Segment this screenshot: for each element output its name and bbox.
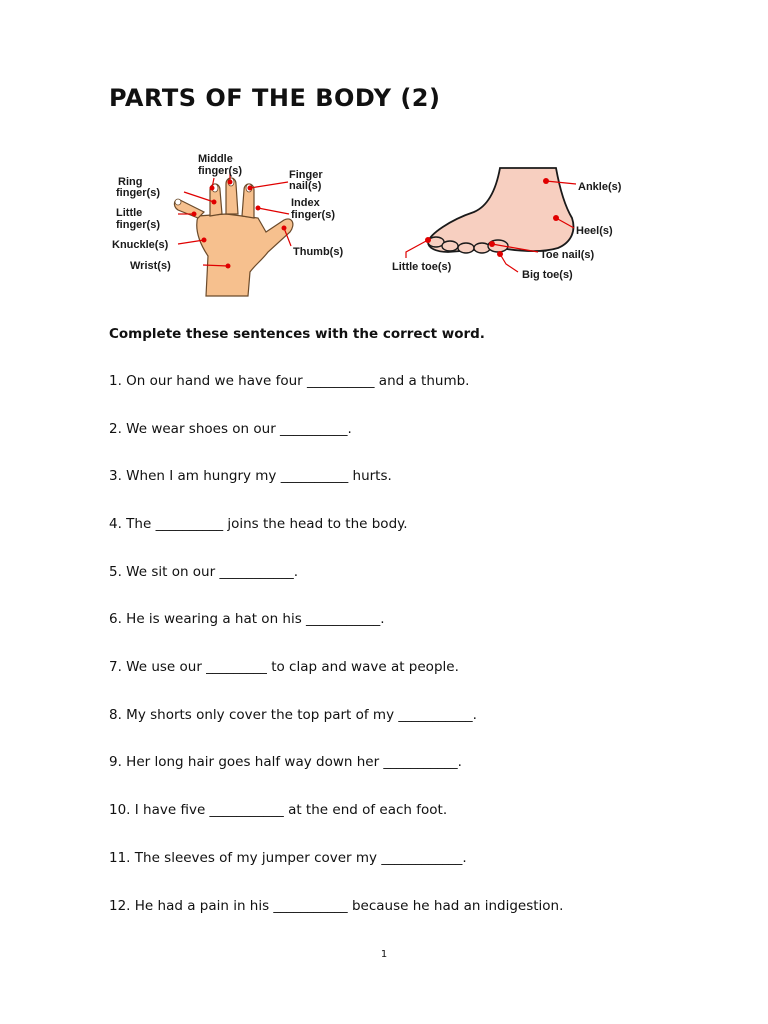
instruction-text: Complete these sentences with the correct word. [109, 326, 485, 342]
sentence-11: 11. The sleeves of my jumper cover my ____________. [109, 850, 467, 866]
sentence-10: 10. I have five ___________ at the end of each foot. [109, 802, 448, 818]
sentence-9: 9. Her long hair goes half way down her ___________. [109, 754, 462, 770]
label-ring-finger-2: finger(s) [116, 187, 160, 199]
foot-diagram [388, 160, 648, 288]
label-index-finger-2: finger(s) [291, 209, 335, 221]
sentence-6: 6. He is wearing a hat on his ___________. [109, 611, 385, 627]
sentence-4: 4. The __________ joins the head to the body. [109, 516, 408, 532]
label-knuckle: Knuckle(s) [112, 239, 169, 251]
label-finger-nail-2: nail(s) [289, 180, 322, 192]
hand-diagram [108, 148, 368, 300]
label-big-toe: Big toe(s) [522, 269, 573, 281]
label-ring-finger: Ring [118, 176, 143, 188]
label-index-finger: Index [291, 197, 320, 209]
page-number: 1 [380, 949, 388, 960]
sentence-8: 8. My shorts only cover the top part of my ___________. [109, 707, 477, 723]
sentence-1: 1. On our hand we have four __________ and a thumb. [109, 373, 470, 389]
sentence-7: 7. We use our _________ to clap and wave at people. [109, 659, 459, 675]
label-wrist: Wrist(s) [130, 260, 171, 272]
label-little-finger-2: finger(s) [116, 219, 160, 231]
label-middle-finger-2: finger(s) [198, 165, 242, 177]
hand-illustration [174, 172, 293, 296]
label-finger-nail: Finger [289, 169, 323, 181]
label-middle-finger: Middle [198, 153, 233, 165]
sentence-3: 3. When I am hungry my __________ hurts. [109, 468, 392, 484]
sentence-12: 12. He had a pain in his ___________ because he had an indigestion. [109, 898, 564, 914]
page-title: PARTS OF THE BODY (2) [109, 84, 441, 112]
label-thumb: Thumb(s) [293, 246, 344, 258]
sentence-5: 5. We sit on our ___________. [109, 564, 298, 580]
label-heel: Heel(s) [576, 225, 613, 237]
label-little-finger: Little [116, 207, 143, 219]
label-little-toe: Little toe(s) [392, 261, 452, 273]
label-toe-nail: Toe nail(s) [540, 249, 595, 261]
sentence-2: 2. We wear shoes on our __________. [109, 421, 352, 437]
label-ankle: Ankle(s) [578, 181, 622, 193]
